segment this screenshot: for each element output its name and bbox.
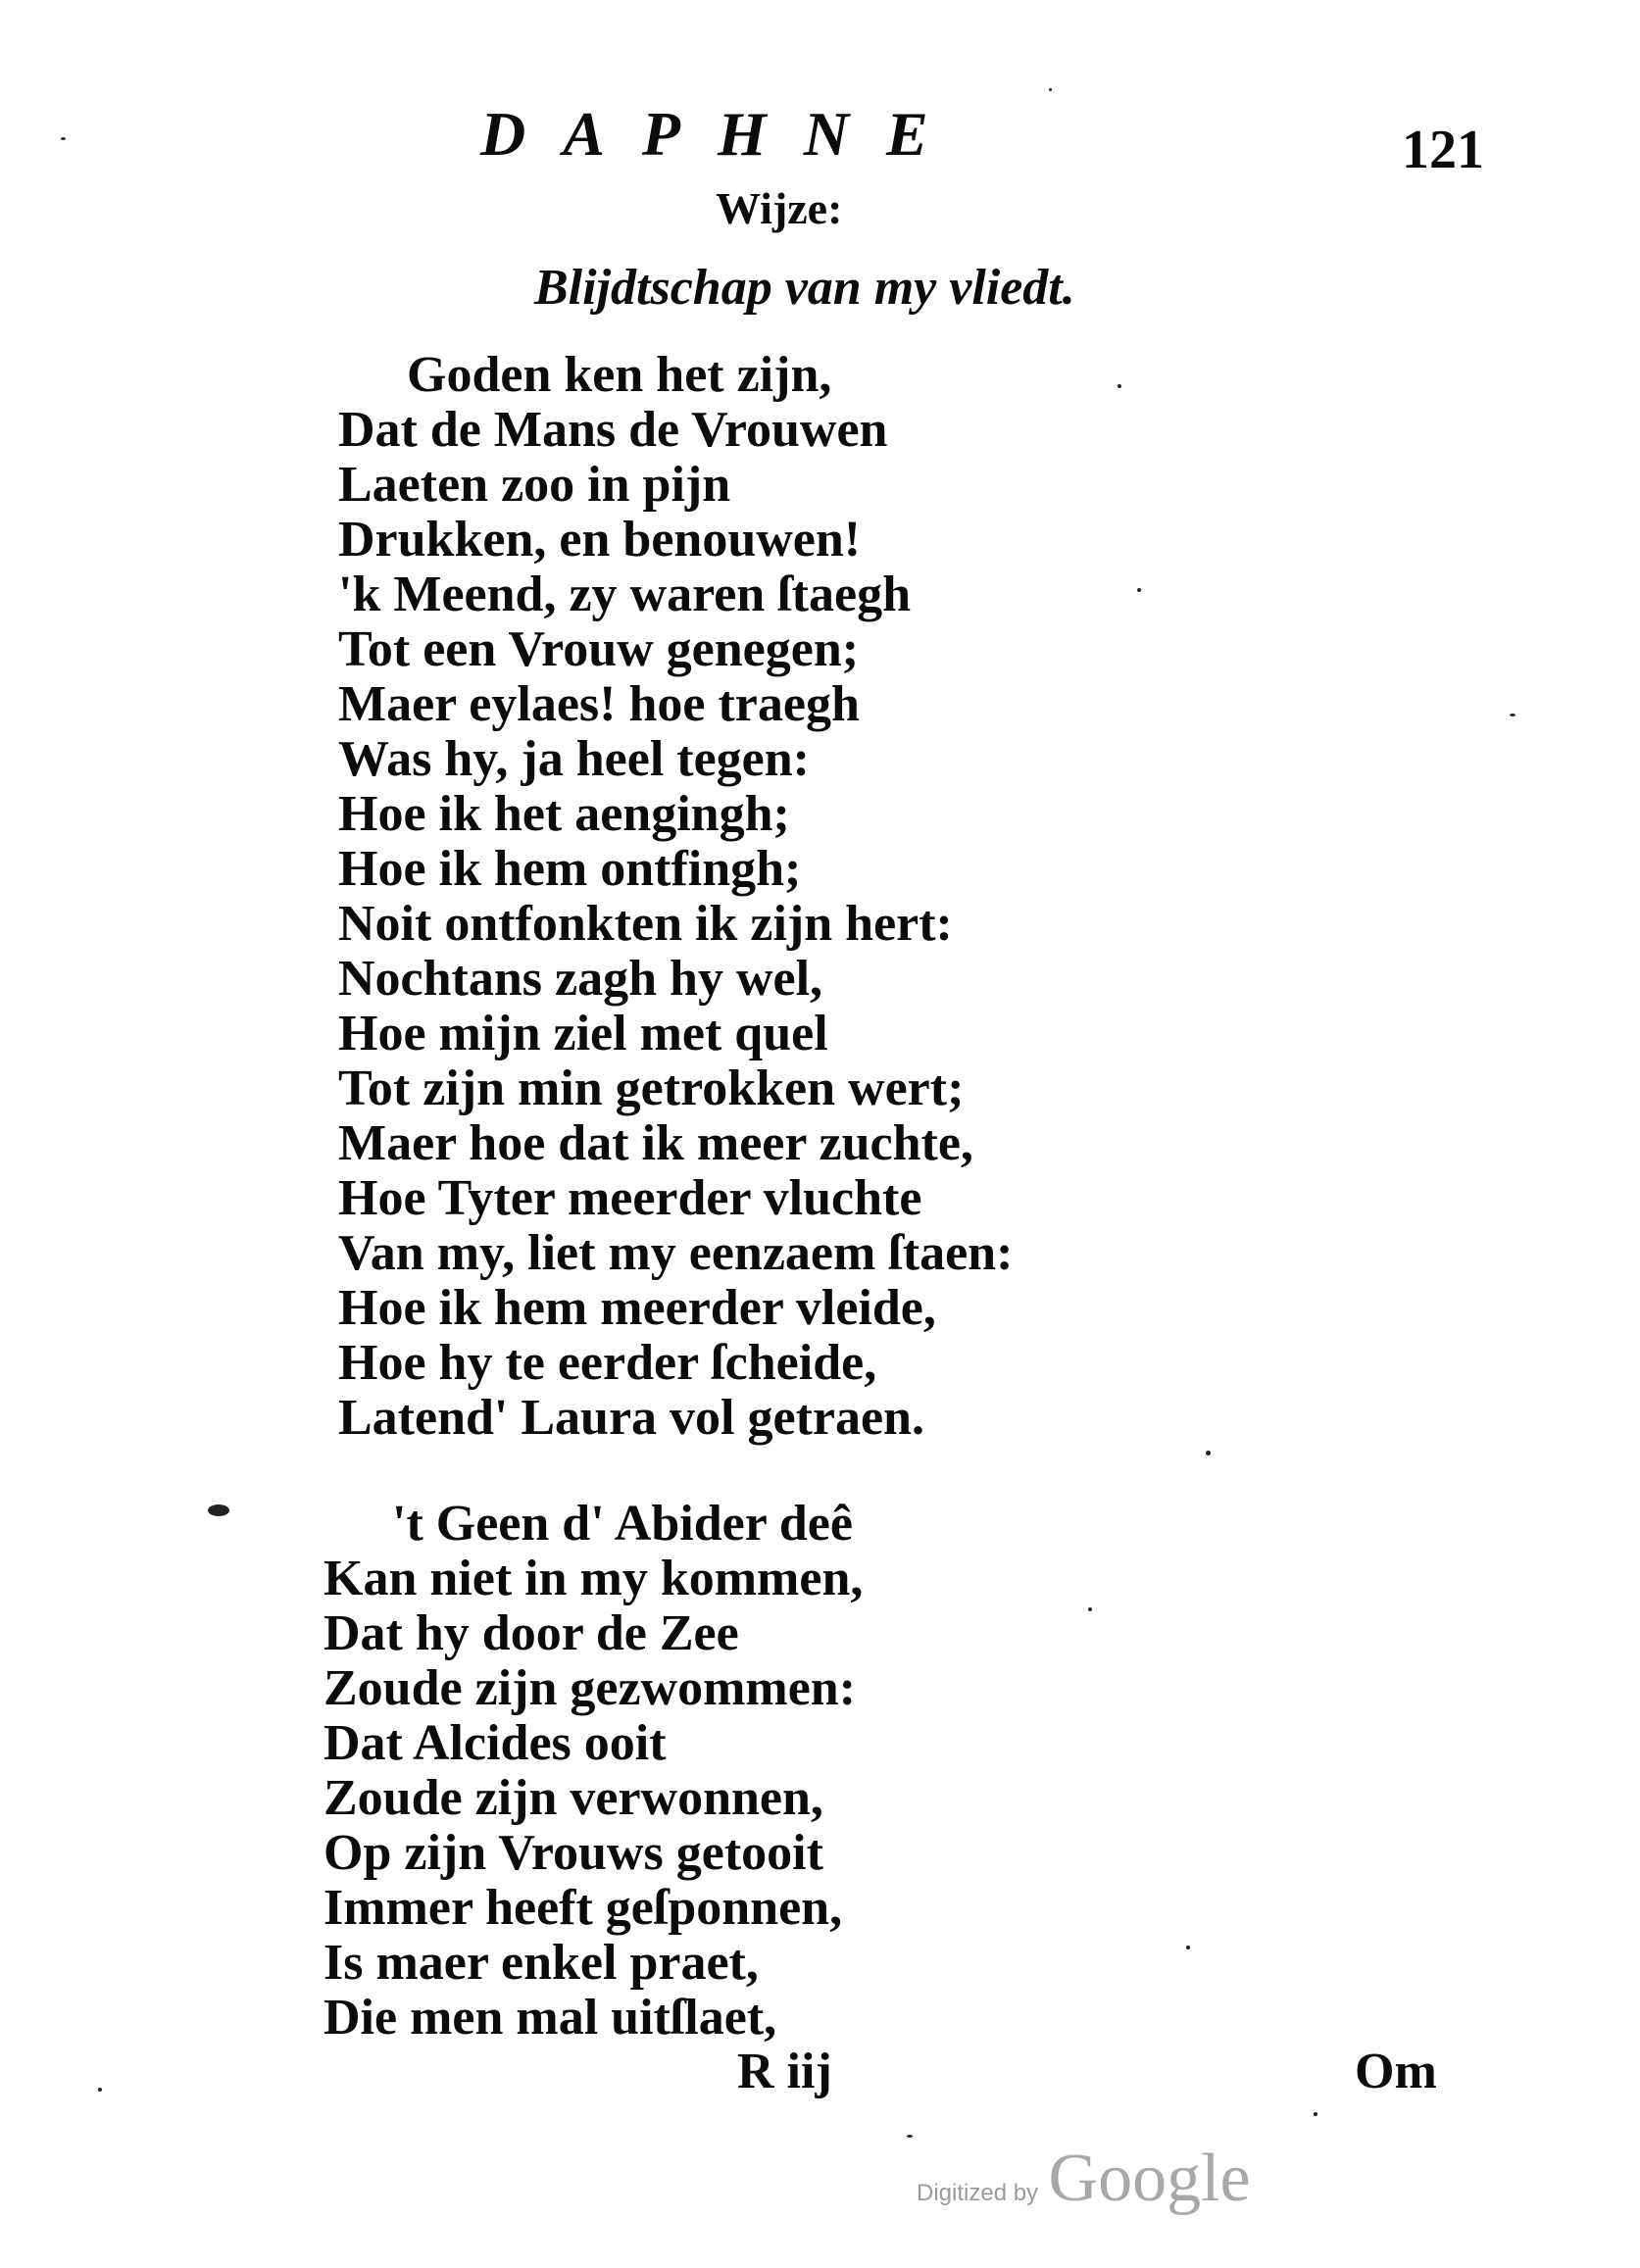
verse-line: Kan niet in my kommen, <box>323 1551 864 1606</box>
verse-line: Laeten zoo in pijn <box>338 457 731 513</box>
page-number: 121 <box>1402 120 1484 180</box>
ink-speck <box>1510 714 1516 716</box>
verse-line: Maer hoe dat ik meer zuchte, <box>338 1115 973 1171</box>
ink-speck <box>208 1504 229 1516</box>
verse-line: Zoude zijn verwonnen, <box>323 1770 823 1826</box>
verse-line: Hoe hy te eerder ſcheide, <box>338 1335 877 1391</box>
watermark-prefix: Digitized by <box>917 2180 1039 2206</box>
verse-line: Dat hy door de Zee <box>323 1605 739 1661</box>
verse-line: Hoe ik het aengingh; <box>338 786 790 842</box>
verse-line: Goden ken het zijn, <box>407 347 832 403</box>
google-logo: Google <box>1048 2141 1251 2216</box>
ink-speck <box>61 137 66 140</box>
verse-line: Op zijn Vrouws getooit <box>323 1825 823 1881</box>
verse-line: Dat Alcides ooit <box>323 1715 667 1771</box>
verse-line: Van my, liet my eenzaem ſtaen: <box>338 1225 1014 1281</box>
verse-line: Nochtans zagh hy wel, <box>338 951 823 1007</box>
verse-line: Tot zijn min getrokken wert; <box>338 1060 965 1116</box>
verse-line: Drukken, en benouwen! <box>338 512 862 567</box>
verse-line: Hoe ik hem meerder vleide, <box>338 1280 936 1336</box>
stanza-1 <box>338 348 1013 1446</box>
catchword: Om <box>1355 2044 1437 2099</box>
stanza-2 <box>323 1497 863 2046</box>
verse-line: Is maer enkel praet, <box>323 1935 759 1991</box>
ink-speck <box>1137 588 1141 592</box>
verse-line: Hoe ik hem ontfingh; <box>338 841 802 897</box>
ink-speck <box>1314 2112 1317 2116</box>
tune-label: Wijze: <box>716 183 843 233</box>
tune-name: Blijdtschap van my vliedt. <box>534 260 1075 316</box>
verse-line: Was hy, ja heel tegen: <box>338 731 810 787</box>
verse-line: Maer eylaes! hoe traegh <box>338 676 860 732</box>
ink-speck <box>1088 1607 1092 1611</box>
ink-speck <box>98 2088 102 2092</box>
verse-line: Latend' Laura vol getraen. <box>338 1390 924 1446</box>
verse-line: Tot een Vrouw genegen; <box>338 621 860 677</box>
verse-line: Die men mal uitſlaet, <box>323 1990 777 2046</box>
ink-speck <box>1049 88 1052 91</box>
ink-speck <box>1118 384 1121 388</box>
ink-speck <box>907 2135 913 2138</box>
digitization-watermark <box>917 2141 1251 2216</box>
verse-line: Noit ontfonkten ik zijn hert: <box>338 896 953 952</box>
verse-line: 'k Meend, zy waren ſtaegh <box>338 567 911 622</box>
verse-line: Immer heeft geſponnen, <box>323 1880 843 1936</box>
verse-line: 't Geen d' Abider deê <box>392 1496 853 1552</box>
verse-line: Zoude zijn gezwommen: <box>323 1660 857 1716</box>
signature-mark: R iij <box>737 2044 832 2099</box>
verse-line: Hoe Tyter meerder vluchte <box>338 1170 922 1226</box>
verse-line: Dat de Mans de Vrouwen <box>338 402 888 458</box>
ink-speck <box>1206 1451 1211 1455</box>
running-head: DAPHNE <box>480 99 966 169</box>
verse-line: Hoe mijn ziel met quel <box>338 1006 828 1061</box>
ink-speck <box>1186 1946 1190 1949</box>
